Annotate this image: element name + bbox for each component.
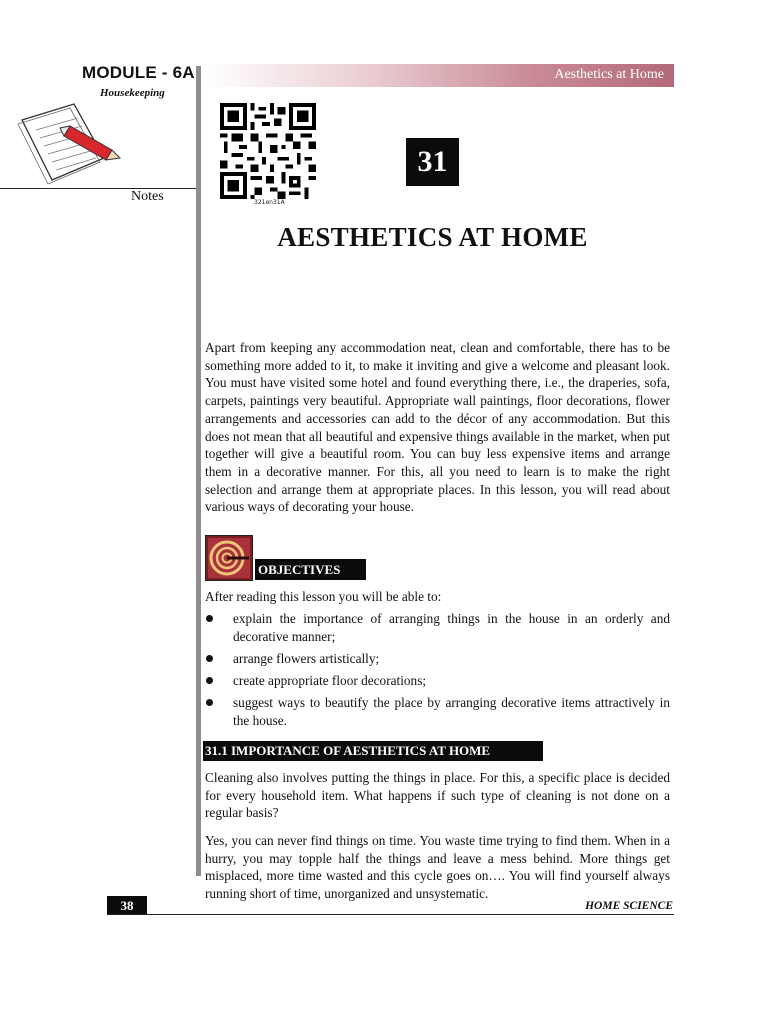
objectives-spiral-icon — [205, 535, 253, 581]
objectives-intro: After reading this lesson you will be able to: — [205, 589, 442, 604]
bullet-dot-icon — [206, 699, 213, 706]
section-paragraph-1: Cleaning also involves putting the things in place. For this, a specific place is decided for every household item. What happens if such type of cleaning is not done on a regular basis? — [205, 770, 670, 821]
list-item — [205, 650, 670, 668]
margin-vertical-bar — [196, 66, 201, 876]
section-heading: 31.1 IMPORTANCE OF AESTHETICS AT HOME — [203, 741, 543, 761]
bullet-dot-icon — [206, 677, 213, 684]
chapter-number: 31 — [406, 138, 459, 186]
objectives-list — [205, 610, 670, 734]
footer-divider — [107, 914, 674, 915]
margin-divider — [0, 188, 197, 189]
module-subject: Housekeeping — [100, 87, 165, 99]
list-item — [205, 610, 670, 645]
qr-code-icon — [220, 103, 316, 199]
bullet-dot-icon — [206, 655, 213, 662]
list-item — [205, 672, 670, 690]
page-number: 38 — [107, 896, 147, 915]
qr-code-caption: 321en31A — [254, 199, 285, 206]
module-label: MODULE - 6A — [82, 63, 195, 82]
objective-text: arrange flowers artistically; — [233, 650, 380, 666]
section-paragraph-2: Yes, you can never find things on time. You waste time trying to find them. When in a hurry, you may topple half the things and leave a mess behind. More things get misplaced, more time wasted and this cycle goes on…. You will find yourself always running short of time, unorganized and unsystematic. — [205, 833, 670, 902]
objective-text: suggest ways to beautify the place by arranging decorative items attractively in the house. — [233, 695, 670, 729]
objective-text: explain the importance of arranging things in the house in an orderly and decorative manner; — [233, 611, 670, 644]
objective-text: create appropriate floor decorations; — [233, 673, 427, 689]
running-header-title: Aesthetics at Home — [554, 67, 664, 82]
notebook-pencil-icon — [8, 100, 128, 186]
footer-subject: HOME SCIENCE — [585, 900, 673, 912]
intro-paragraph: Apart from keeping any accommodation neat, clean and comfortable, there has to be something more added to it, to make it inviting and give a welcome and pleasant look. You must have visited some hotel and found everything there, i.e., the draperies, sofa, carpets, paintings very beautiful. Appropriate wall paintings, floor decorations, flower arrangements and accessories can add to the décor of any accommodation. But this does not mean that all beautiful and expensive things available in the market, when put together will give a beautiful room. You can buy less expensive items and arrange them in a decorative manner. For this, all you need to learn is to make the right selection and arrange them at appropriate places. In this lesson, you will read about various ways of decorating your house. — [205, 340, 670, 515]
list-item — [205, 694, 670, 729]
bullet-dot-icon — [206, 615, 213, 622]
page-title: AESTHETICS AT HOME — [277, 222, 588, 252]
running-header — [205, 64, 674, 87]
notes-label: Notes — [131, 189, 164, 204]
objectives-heading: OBJECTIVES — [255, 559, 366, 580]
